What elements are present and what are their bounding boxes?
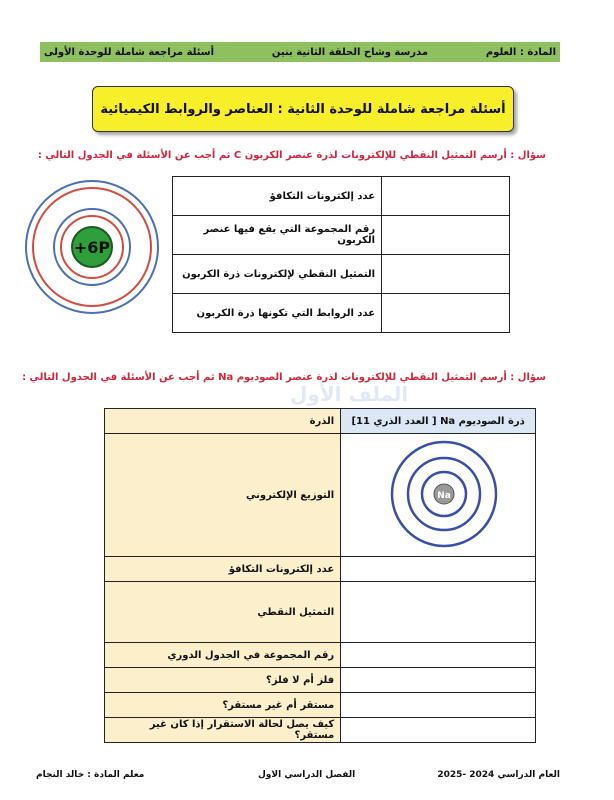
sodium-row-label: كيف يصل لحالة الاستقرار إذا كان غير مستقر؟ <box>105 718 341 743</box>
table-row <box>105 582 536 643</box>
question-2-text: سؤال : أرسم التمثيل النقطي للإلكترونات لذرة عنصر الصوديوم Na ثم أجب عن الأسئلة في الجدول التالي : <box>22 372 546 383</box>
sodium-row-label: مستقر أم غير مستقر؟ <box>105 693 341 718</box>
footer-year: العام الدراسي 2024 -2025 <box>437 770 560 780</box>
carbon-table <box>172 176 510 333</box>
answer-cell[interactable] <box>341 582 536 643</box>
answer-cell[interactable] <box>382 255 510 294</box>
carbon-row-label: التمثيل النقطي لإلكترونات ذرة الكربون <box>173 255 382 294</box>
footer-semester: الفصل الدراسي الاول <box>258 770 356 780</box>
main-title-box <box>92 86 514 132</box>
sodium-row-label: عدد إلكترونات التكافؤ <box>105 557 341 582</box>
table-row <box>105 718 536 743</box>
answer-cell[interactable] <box>341 693 536 718</box>
subject-label: المادة : العلوم <box>485 46 556 58</box>
answer-cell[interactable] <box>341 434 536 557</box>
answer-cell[interactable] <box>341 668 536 693</box>
answer-cell[interactable] <box>382 294 510 333</box>
table-row <box>173 216 510 255</box>
carbon-atom-diagram <box>20 178 170 316</box>
table-row <box>173 294 510 333</box>
sodium-row-label: التمثيل النقطي <box>105 582 341 643</box>
footer-teacher: معلم المادة : خالد النجام <box>36 770 145 780</box>
table-row <box>105 409 536 434</box>
school-name: مدرسة وشاح الحلقة الثانية بنين <box>271 46 429 58</box>
sodium-atom-diagram <box>359 435 529 553</box>
carbon-nucleus-label: +6P <box>73 238 111 257</box>
answer-cell[interactable] <box>382 216 510 255</box>
sodium-row-label: رقم المجموعة في الجدول الدوري <box>105 643 341 668</box>
carbon-row-label: عدد إلكترونات التكافؤ <box>173 177 382 216</box>
carbon-row-label: عدد الروابط التي تكونها ذرة الكربون <box>173 294 382 333</box>
sodium-header-value: ذرة الصوديوم Na [ العدد الذري 11] <box>341 409 536 434</box>
table-row <box>105 434 536 557</box>
table-row <box>105 557 536 582</box>
question-1-text: سؤال : أرسم التمثيل النقطي للإلكترونات لذرة عنصر الكربون C ثم أجب عن الأسئلة في الجدول التالي : <box>37 150 546 161</box>
sodium-row-label: التوزيع الإلكتروني <box>105 434 341 557</box>
sodium-row-label: الذرة <box>105 409 341 434</box>
watermark-text: الملف الأول <box>290 382 409 406</box>
header-bar <box>40 42 560 62</box>
answer-cell[interactable] <box>341 557 536 582</box>
table-row <box>173 255 510 294</box>
carbon-row-label: رقم المجموعة التي يقع فيها عنصر الكربون <box>173 216 382 255</box>
sodium-table <box>104 408 536 743</box>
table-row <box>105 668 536 693</box>
header-title: أسئلة مراجعة شاملة للوحدة الأولى <box>44 46 215 58</box>
answer-cell[interactable] <box>341 718 536 743</box>
table-row <box>173 177 510 216</box>
sodium-row-label: فلز أم لا فلز؟ <box>105 668 341 693</box>
answer-cell[interactable] <box>341 643 536 668</box>
sodium-nucleus-label: Na <box>437 490 451 501</box>
table-row <box>105 693 536 718</box>
main-title: أسئلة مراجعة شاملة للوحدة الثانية : العناصر والروابط الكيميائية <box>100 101 506 117</box>
table-row <box>105 643 536 668</box>
answer-cell[interactable] <box>382 177 510 216</box>
